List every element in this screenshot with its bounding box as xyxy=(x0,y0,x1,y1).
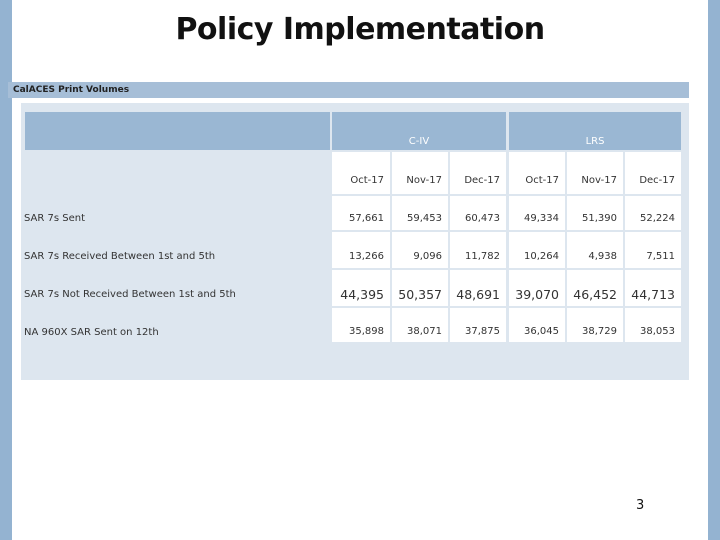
group-label-lrs: LRS xyxy=(585,136,605,147)
group-header-lrs xyxy=(509,112,681,150)
table-cell: 38,071 xyxy=(392,308,448,342)
table-cell: 37,875 xyxy=(450,308,506,342)
group-label-civ: C-IV xyxy=(408,136,430,147)
table-cell: 10,264 xyxy=(509,232,565,268)
month-header: Oct-17 xyxy=(332,152,390,194)
row-label: NA 960X SAR Sent on 12th xyxy=(24,308,330,344)
table-caption: CalACES Print Volumes xyxy=(8,82,689,98)
table-cell: 13,266 xyxy=(332,232,390,268)
table-cell: 59,453 xyxy=(392,196,448,230)
table-cell: 57,661 xyxy=(332,196,390,230)
month-header: Dec-17 xyxy=(625,152,681,194)
table-cell: 51,390 xyxy=(567,196,623,230)
table-cell: 50,357 xyxy=(392,270,448,306)
table-cell: 49,334 xyxy=(509,196,565,230)
row-label: SAR 7s Not Received Between 1st and 5th xyxy=(24,270,330,306)
table-cell: 44,395 xyxy=(332,270,390,306)
table-cell: 39,070 xyxy=(509,270,565,306)
table-cell: 9,096 xyxy=(392,232,448,268)
month-header: Nov-17 xyxy=(392,152,448,194)
row-label: SAR 7s Received Between 1st and 5th xyxy=(24,232,330,268)
table-cell: 4,938 xyxy=(567,232,623,268)
table-cell: 48,691 xyxy=(450,270,506,306)
table-cell: 11,782 xyxy=(450,232,506,268)
header-blank-cell xyxy=(25,112,330,150)
page-title: Policy Implementation xyxy=(175,12,545,47)
table-cell: 38,053 xyxy=(625,308,681,342)
month-header: Oct-17 xyxy=(509,152,565,194)
table-cell: 46,452 xyxy=(567,270,623,306)
table-cell: 60,473 xyxy=(450,196,506,230)
table-cell: 52,224 xyxy=(625,196,681,230)
page-number: 3 xyxy=(636,498,645,513)
row-label: SAR 7s Sent xyxy=(24,194,330,230)
month-header: Dec-17 xyxy=(450,152,506,194)
table-cell: 7,511 xyxy=(625,232,681,268)
month-header: Nov-17 xyxy=(567,152,623,194)
group-header-civ xyxy=(332,112,506,150)
table-cell: 44,713 xyxy=(625,270,681,306)
table-cell: 35,898 xyxy=(332,308,390,342)
table-cell: 36,045 xyxy=(509,308,565,342)
table-cell: 38,729 xyxy=(567,308,623,342)
